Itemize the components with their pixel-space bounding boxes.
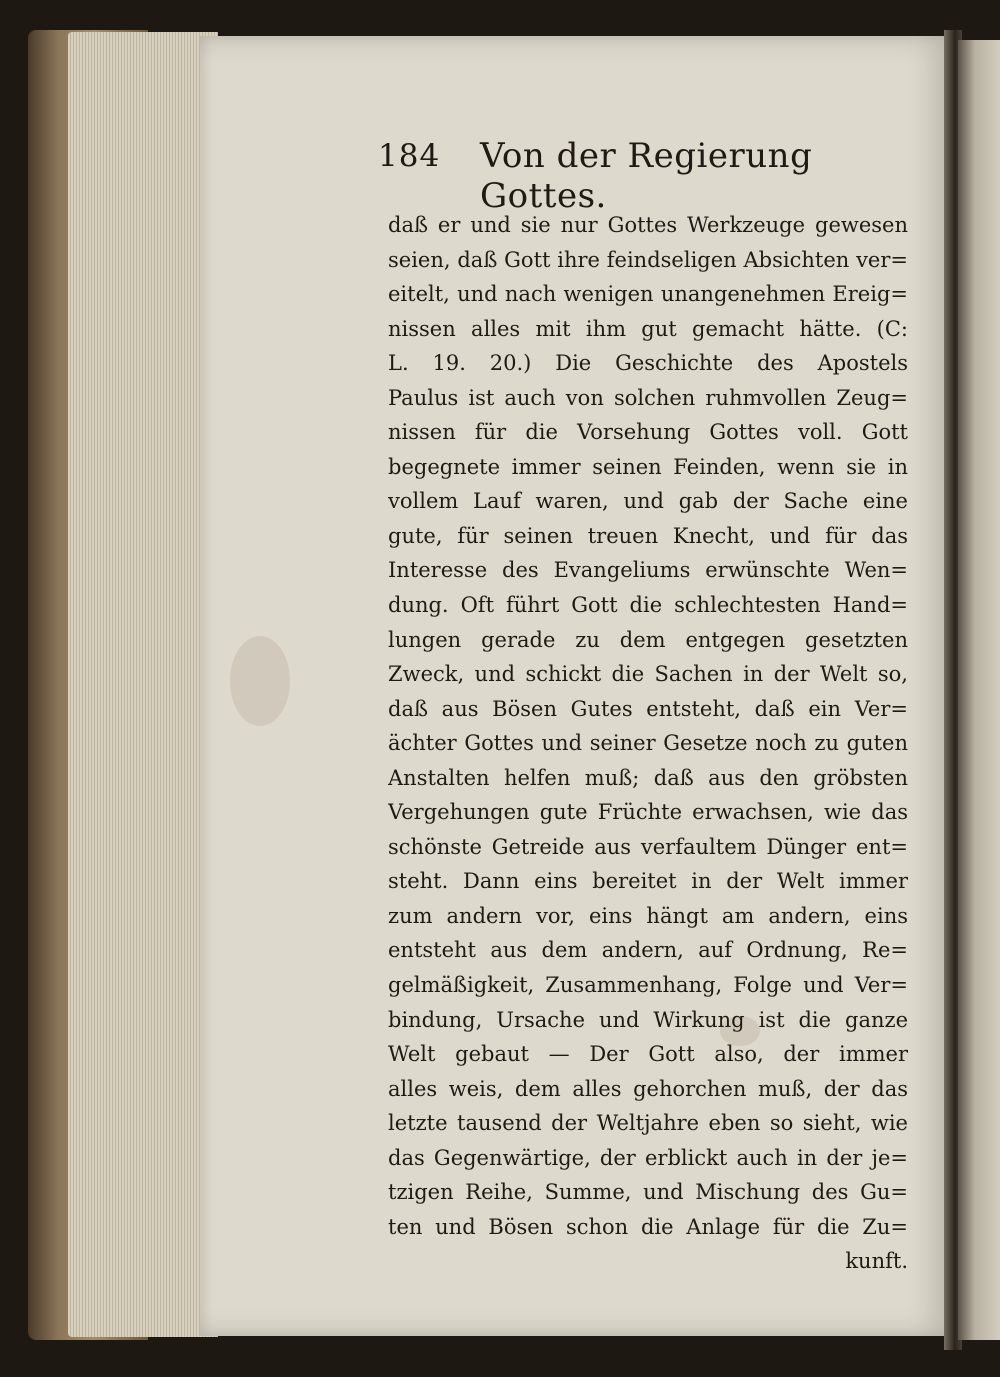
text-line: steht. Dann eins bereitet in der Welt immer xyxy=(388,869,908,894)
text-line: nissen für die Vorsehung Gottes voll. Gott xyxy=(388,420,908,445)
text-line: das Gegenwärtige, der erblickt auch in der je= xyxy=(388,1145,908,1170)
running-title: Von der Regierung Gottes. xyxy=(480,136,813,216)
text-line: begegnete immer seinen Feinden, wenn sie in xyxy=(388,454,908,479)
facing-page-edge xyxy=(958,40,1000,1340)
text-line: kunft. xyxy=(845,1249,908,1274)
text-line: gute, für seinen treuen Knecht, und für das xyxy=(388,523,908,548)
text-line: nissen alles mit ihm gut gemacht hätte. (C: xyxy=(388,316,908,341)
text-line: Vergehungen gute Früchte erwachsen, wie das xyxy=(388,800,908,825)
text-line: ächter Gottes und seiner Gesetze noch zu guten xyxy=(388,731,908,756)
text-line: ten und Bösen schon die Anlage für die Zu= xyxy=(388,1214,908,1239)
body-text xyxy=(388,208,908,1279)
text-line: Anstalten helfen muß; daß aus den gröbsten xyxy=(388,765,908,790)
text-line: lungen gerade zu dem entgegen gesetzten xyxy=(388,627,908,652)
paper-stain xyxy=(230,636,290,726)
text-line: gelmäßigkeit, Zusammenhang, Folge und Ver= xyxy=(388,973,908,998)
text-line: daß aus Bösen Gutes entsteht, daß ein Ver= xyxy=(388,696,908,721)
text-line: letzte tausend der Weltjahre eben so sieht, wie xyxy=(388,1111,908,1136)
text-line: seien, daß Gott ihre feindseligen Absichten ver= xyxy=(388,247,908,272)
text-line: L. 19. 20.) Die Geschichte des Apostels xyxy=(388,351,908,376)
text-line: alles weis, dem alles gehorchen muß, der das xyxy=(388,1076,908,1101)
text-line: Zweck, und schickt die Sachen in der Welt so, xyxy=(388,662,908,687)
text-line: zum andern vor, eins hängt am andern, eins xyxy=(388,903,908,928)
text-line: bindung, Ursache und Wirkung ist die ganze xyxy=(388,1007,908,1032)
text-line: vollem Lauf waren, und gab der Sache eine xyxy=(388,489,908,514)
text-line: Paulus ist auch von solchen ruhmvollen Zeug= xyxy=(388,385,908,410)
text-line: schönste Getreide aus verfaultem Dünger ent= xyxy=(388,834,908,859)
text-line: Welt gebaut — Der Gott also, der immer xyxy=(388,1042,908,1067)
page-number: 184 xyxy=(378,138,441,174)
page-edges xyxy=(68,32,218,1337)
text-line: tzigen Reihe, Summe, und Mischung des Gu= xyxy=(388,1180,908,1205)
text-line: dung. Oft führt Gott die schlechtesten Hand= xyxy=(388,593,908,618)
text-line: daß er und sie nur Gottes Werkzeuge gewesen xyxy=(388,213,908,237)
page-header xyxy=(378,136,888,216)
text-line: Interesse des Evangeliums erwünschte Wen= xyxy=(388,558,908,583)
text-line: eitelt, und nach wenigen unangenehmen Ereig= xyxy=(388,282,908,307)
text-line: entsteht aus dem andern, auf Ordnung, Re= xyxy=(388,938,908,963)
